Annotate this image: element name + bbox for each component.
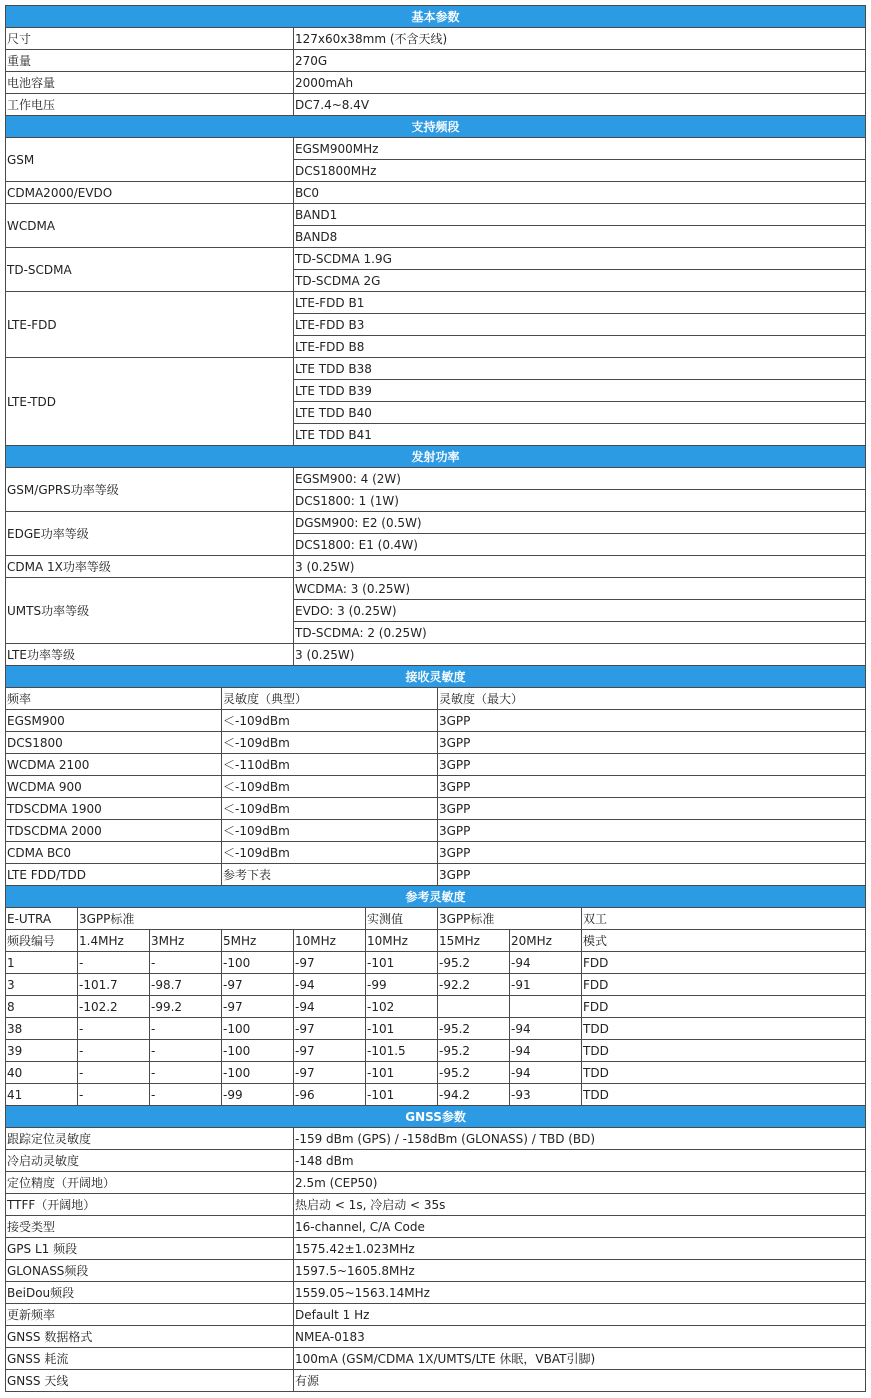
table-cell: 3GPP [438, 820, 866, 842]
table-cell: 1 [6, 952, 78, 974]
table-row [6, 28, 866, 50]
table-cell [438, 996, 510, 1018]
param-label: GNSS 天线 [6, 1370, 294, 1392]
table-row [6, 50, 866, 72]
param-label: 重量 [6, 50, 294, 72]
section-header-row [6, 1106, 866, 1128]
table-row [6, 1128, 866, 1150]
param-value: DCS1800: 1 (1W) [294, 490, 866, 512]
column-header: 3MHz [150, 930, 222, 952]
table-row [6, 1348, 866, 1370]
table-cell: 41 [6, 1084, 78, 1106]
section-title-ref: 参考灵敏度 [6, 886, 866, 908]
table-cell: 39 [6, 1040, 78, 1062]
param-value: Default 1 Hz [294, 1304, 866, 1326]
spec-sheet [5, 0, 865, 1392]
table-cell: 3GPP [438, 710, 866, 732]
param-value: 2.5m (CEP50) [294, 1172, 866, 1194]
table-cell: ＜-110dBm [222, 754, 438, 776]
table-cell: EGSM900 [6, 710, 222, 732]
table-cell: -101 [366, 1062, 438, 1084]
param-value: 1559.05~1563.14MHz [294, 1282, 866, 1304]
param-label: 工作电压 [6, 94, 294, 116]
section-header-row [6, 446, 866, 468]
table-cell: - [150, 952, 222, 974]
param-label: 电池容量 [6, 72, 294, 94]
column-header: 15MHz [438, 930, 510, 952]
param-value: 1575.42±1.023MHz [294, 1238, 866, 1260]
section-title-rx: 接收灵敏度 [6, 666, 866, 688]
table-row [6, 94, 866, 116]
table-row [6, 1282, 866, 1304]
param-value: 3 (0.25W) [294, 644, 866, 666]
table-cell: TDSCDMA 1900 [6, 798, 222, 820]
table-cell: -101.7 [78, 974, 150, 996]
column-header: 10MHz [366, 930, 438, 952]
column-header: 实测值 [366, 908, 438, 930]
table-cell: -95.2 [438, 1040, 510, 1062]
table-cell: -95.2 [438, 1018, 510, 1040]
param-label: LTE-TDD [6, 358, 294, 446]
ref-header-row-2 [6, 930, 866, 952]
table-cell: -92.2 [438, 974, 510, 996]
param-label: 尺寸 [6, 28, 294, 50]
param-value: -159 dBm (GPS) / -158dBm (GLONASS) / TBD (BD) [294, 1128, 866, 1150]
table-cell: - [150, 1040, 222, 1062]
table-cell: -100 [222, 1040, 294, 1062]
table-cell: 3GPP [438, 732, 866, 754]
table-cell: - [78, 1084, 150, 1106]
param-value: EVDO: 3 (0.25W) [294, 600, 866, 622]
param-label: GNSS 耗流 [6, 1348, 294, 1370]
param-value: TD-SCDMA 2G [294, 270, 866, 292]
ref-header-row-1 [6, 908, 866, 930]
table-cell: -99 [222, 1084, 294, 1106]
section-title-bands: 支持频段 [6, 116, 866, 138]
table-row [6, 292, 866, 314]
param-value: BAND8 [294, 226, 866, 248]
param-label: GLONASS频段 [6, 1260, 294, 1282]
table-cell: -94 [510, 952, 582, 974]
param-value: LTE-FDD B1 [294, 292, 866, 314]
table-cell: - [78, 1018, 150, 1040]
table-cell: -100 [222, 1062, 294, 1084]
table-cell: -100 [222, 1018, 294, 1040]
table-cell: - [78, 1062, 150, 1084]
table-row [6, 72, 866, 94]
param-value: 1597.5~1605.8MHz [294, 1260, 866, 1282]
table-cell: FDD [582, 952, 866, 974]
table-cell: - [150, 1062, 222, 1084]
column-header: 双工 [582, 908, 866, 930]
param-value: 270G [294, 50, 866, 72]
table-row [6, 842, 866, 864]
table-row [6, 1062, 866, 1084]
table-cell: 参考下表 [222, 864, 438, 886]
param-value: DC7.4~8.4V [294, 94, 866, 116]
param-value: 127x60x38mm (不含天线) [294, 28, 866, 50]
table-cell: ＜-109dBm [222, 820, 438, 842]
section-title-power: 发射功率 [6, 446, 866, 468]
param-label: 接受类型 [6, 1216, 294, 1238]
column-header: 1.4MHz [78, 930, 150, 952]
table-cell: 38 [6, 1018, 78, 1040]
table-cell: -97 [294, 1040, 366, 1062]
table-cell: -98.7 [150, 974, 222, 996]
param-value: DCS1800: E1 (0.4W) [294, 534, 866, 556]
table-cell: ＜-109dBm [222, 732, 438, 754]
param-value: -148 dBm [294, 1150, 866, 1172]
table-row [6, 358, 866, 380]
param-value: LTE TDD B40 [294, 402, 866, 424]
param-label: GSM/GPRS功率等级 [6, 468, 294, 512]
param-value: 3 (0.25W) [294, 556, 866, 578]
table-row [6, 556, 866, 578]
param-label: 跟踪定位灵敏度 [6, 1128, 294, 1150]
table-cell: DCS1800 [6, 732, 222, 754]
param-value: 16-channel, C/A Code [294, 1216, 866, 1238]
section-title-gnss: GNSS参数 [6, 1106, 866, 1128]
table-cell: TDSCDMA 2000 [6, 820, 222, 842]
table-row [6, 644, 866, 666]
table-row [6, 1216, 866, 1238]
table-cell: TDD [582, 1084, 866, 1106]
table-row [6, 732, 866, 754]
param-value: LTE-FDD B8 [294, 336, 866, 358]
table-cell: -97 [294, 952, 366, 974]
table-row [6, 1018, 866, 1040]
param-value: TD-SCDMA 1.9G [294, 248, 866, 270]
table-row [6, 1370, 866, 1392]
column-header: E-UTRA [6, 908, 78, 930]
param-value: DCS1800MHz [294, 160, 866, 182]
table-row [6, 1238, 866, 1260]
table-cell: ＜-109dBm [222, 776, 438, 798]
table-cell: -94 [510, 1040, 582, 1062]
param-label: GSM [6, 138, 294, 182]
column-header: 灵敏度（典型） [222, 688, 438, 710]
section-header-row [6, 886, 866, 908]
table-row [6, 248, 866, 270]
column-header: 20MHz [510, 930, 582, 952]
table-cell: -102.2 [78, 996, 150, 1018]
table-row [6, 1172, 866, 1194]
table-cell: -97 [222, 974, 294, 996]
table-cell: 3GPP [438, 842, 866, 864]
column-header: 3GPP标准 [438, 908, 582, 930]
table-row [6, 820, 866, 842]
table-cell: -99.2 [150, 996, 222, 1018]
param-label: GPS L1 频段 [6, 1238, 294, 1260]
table-cell: ＜-109dBm [222, 798, 438, 820]
table-cell: 3GPP [438, 776, 866, 798]
table-cell: -94 [510, 1018, 582, 1040]
table-cell: -101 [366, 952, 438, 974]
param-value: LTE-FDD B3 [294, 314, 866, 336]
param-value: BAND1 [294, 204, 866, 226]
table-row [6, 1260, 866, 1282]
table-row [6, 710, 866, 732]
section-header-row [6, 6, 866, 28]
param-value: 2000mAh [294, 72, 866, 94]
section-title-basic: 基本参数 [6, 6, 866, 28]
param-value: LTE TDD B41 [294, 424, 866, 446]
column-header: 灵敏度（最大） [438, 688, 866, 710]
table-row [6, 952, 866, 974]
param-label: 定位精度（开阔地） [6, 1172, 294, 1194]
param-value: WCDMA: 3 (0.25W) [294, 578, 866, 600]
table-row [6, 182, 866, 204]
table-row [6, 512, 866, 534]
table-cell: 3GPP [438, 864, 866, 886]
table-cell: FDD [582, 974, 866, 996]
table-row [6, 1150, 866, 1172]
table-cell: -99 [366, 974, 438, 996]
table-cell: ＜-109dBm [222, 710, 438, 732]
table-row [6, 1194, 866, 1216]
table-cell: -102 [366, 996, 438, 1018]
table-cell: -94 [294, 996, 366, 1018]
table-cell: -101 [366, 1084, 438, 1106]
table-cell [510, 996, 582, 1018]
table-cell: -101 [366, 1018, 438, 1040]
table-cell: -94.2 [438, 1084, 510, 1106]
param-value: DGSM900: E2 (0.5W) [294, 512, 866, 534]
table-cell: 3GPP [438, 754, 866, 776]
param-label: LTE-FDD [6, 292, 294, 358]
table-cell: TDD [582, 1040, 866, 1062]
table-row [6, 996, 866, 1018]
table-cell: -97 [294, 1018, 366, 1040]
param-label: 更新频率 [6, 1304, 294, 1326]
param-label: CDMA 1X功率等级 [6, 556, 294, 578]
table-cell: - [150, 1084, 222, 1106]
column-header: 5MHz [222, 930, 294, 952]
table-row [6, 1040, 866, 1062]
table-cell: LTE FDD/TDD [6, 864, 222, 886]
param-value: TD-SCDMA: 2 (0.25W) [294, 622, 866, 644]
param-value: EGSM900: 4 (2W) [294, 468, 866, 490]
table-row [6, 138, 866, 160]
table-cell: TDD [582, 1018, 866, 1040]
table-row [6, 974, 866, 996]
param-label: GNSS 数据格式 [6, 1326, 294, 1348]
table-row [6, 754, 866, 776]
param-label: BeiDou频段 [6, 1282, 294, 1304]
param-label: CDMA2000/EVDO [6, 182, 294, 204]
param-label: UMTS功率等级 [6, 578, 294, 644]
section-header-row [6, 666, 866, 688]
table-cell: - [78, 952, 150, 974]
table-cell: 3 [6, 974, 78, 996]
param-label: LTE功率等级 [6, 644, 294, 666]
table-row [6, 578, 866, 600]
table-cell: 8 [6, 996, 78, 1018]
table-cell: TDD [582, 1062, 866, 1084]
table-row [6, 864, 866, 886]
table-row [6, 798, 866, 820]
table-cell: -96 [294, 1084, 366, 1106]
table-row [6, 776, 866, 798]
spec-table [5, 5, 866, 1392]
section-header-row [6, 116, 866, 138]
table-cell: -91 [510, 974, 582, 996]
table-cell: -94 [510, 1062, 582, 1084]
param-value: BC0 [294, 182, 866, 204]
table-row [6, 1326, 866, 1348]
table-row [6, 1084, 866, 1106]
column-header: 模式 [582, 930, 866, 952]
table-row [6, 204, 866, 226]
param-label: 冷启动灵敏度 [6, 1150, 294, 1172]
table-cell: CDMA BC0 [6, 842, 222, 864]
column-header: 10MHz [294, 930, 366, 952]
param-value: LTE TDD B38 [294, 358, 866, 380]
param-value: 有源 [294, 1370, 866, 1392]
table-cell: -95.2 [438, 1062, 510, 1084]
table-cell: - [150, 1018, 222, 1040]
column-header: 频段编号 [6, 930, 78, 952]
table-row [6, 1304, 866, 1326]
table-cell: 3GPP [438, 798, 866, 820]
rx-header-row [6, 688, 866, 710]
table-cell: ＜-109dBm [222, 842, 438, 864]
table-cell: -94 [294, 974, 366, 996]
param-label: EDGE功率等级 [6, 512, 294, 556]
table-cell: -101.5 [366, 1040, 438, 1062]
table-cell: -97 [294, 1062, 366, 1084]
table-cell: -95.2 [438, 952, 510, 974]
param-value: 热启动 < 1s, 冷启动 < 35s [294, 1194, 866, 1216]
table-cell: -93 [510, 1084, 582, 1106]
param-value: EGSM900MHz [294, 138, 866, 160]
table-row [6, 468, 866, 490]
table-cell: -97 [222, 996, 294, 1018]
param-value: LTE TDD B39 [294, 380, 866, 402]
param-value: NMEA-0183 [294, 1326, 866, 1348]
table-cell: - [78, 1040, 150, 1062]
param-label: TTFF（开阔地） [6, 1194, 294, 1216]
table-cell: WCDMA 2100 [6, 754, 222, 776]
param-label: TD-SCDMA [6, 248, 294, 292]
table-cell: FDD [582, 996, 866, 1018]
param-label: WCDMA [6, 204, 294, 248]
table-cell: -100 [222, 952, 294, 974]
param-value: 100mA (GSM/CDMA 1X/UMTS/LTE 休眠，VBAT引脚) [294, 1348, 866, 1370]
table-cell: WCDMA 900 [6, 776, 222, 798]
column-header: 3GPP标准 [78, 908, 366, 930]
column-header: 频率 [6, 688, 222, 710]
table-cell: 40 [6, 1062, 78, 1084]
